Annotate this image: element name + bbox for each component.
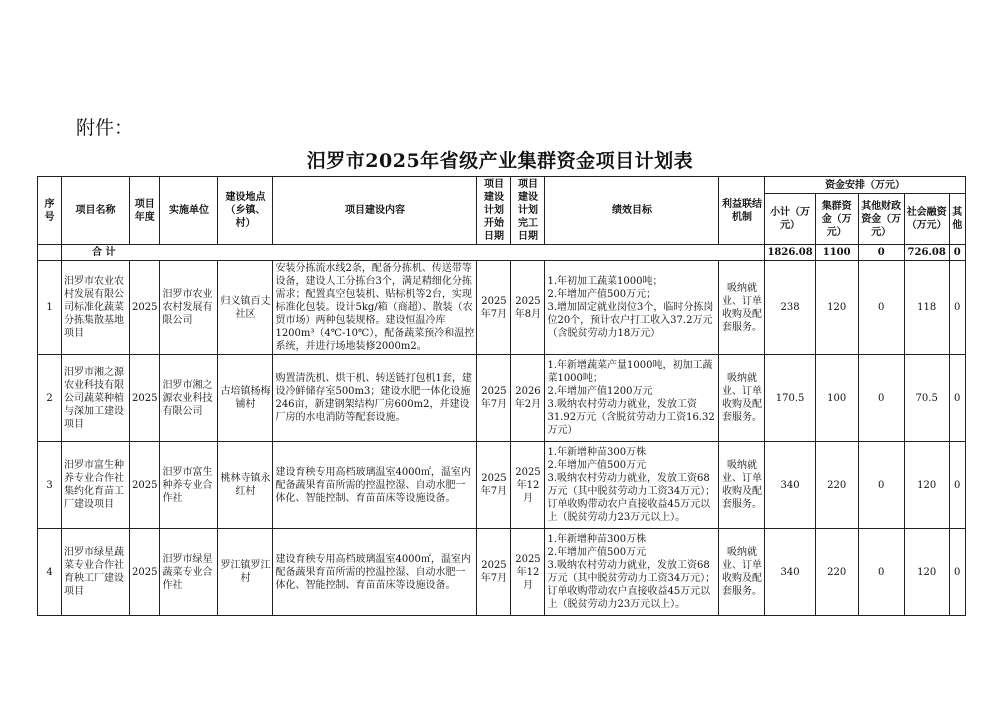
row-benefit: 吸纳就业、订单收购及配套服务。 (719, 261, 765, 355)
header-seq: 序号 (38, 177, 62, 245)
row-subtotal: 238 (765, 261, 815, 355)
header-end: 项目建设计划完工日期 (511, 177, 545, 245)
header-subtotal: 小计（万元） (765, 194, 815, 245)
header-location: 建设地点（乡镇、村） (218, 177, 273, 245)
table-row (38, 442, 966, 529)
row-start: 2025年7月 (477, 355, 511, 442)
row-subtotal: 340 (765, 529, 815, 616)
table-row (38, 261, 966, 355)
attachment-label: 附件： (76, 117, 134, 139)
row-content: 建设育秧专用高档玻璃温室4000㎡，温室内配备蔬果育苗所需的控温控湿、自动水肥一体化、智能控制、育苗苗床等设施设备。 (273, 442, 477, 529)
table-row (38, 355, 966, 442)
row-name: 汨罗市湘之源农业科技有限公司蔬菜种植与深加工建设项目 (62, 355, 130, 442)
header-goal: 绩效目标 (545, 177, 719, 245)
header-social: 社会融资（万元） (904, 194, 949, 245)
row-social: 118 (904, 261, 949, 355)
row-other-fiscal: 0 (858, 529, 904, 616)
header-other: 其他 (949, 194, 965, 245)
header-name: 项目名称 (62, 177, 130, 245)
row-content: 建设育秧专用高档玻璃温室4000㎡，温室内配备蔬果育苗所需的控温控湿、自动水肥一体化、智能控制、育苗苗床等设施设备。 (273, 529, 477, 616)
row-location: 罗江镇罗江村 (218, 529, 273, 616)
row-goal: 1.年新增蔬菜产量1000吨，初加工蔬菜1000吨； 2.年增加产值1200万元 3.吸纳农村劳动力就业，发放工资31.92万元（含脱贫劳动力工资16.32万元） (545, 355, 719, 442)
row-unit: 汨罗市湘之源农业科技有限公司 (160, 355, 218, 442)
header-start: 项目建设计划开始日期 (477, 177, 511, 245)
row-benefit: 吸纳就业、订单收购及配套服务。 (719, 355, 765, 442)
header-unit: 实施单位 (160, 177, 218, 245)
total-other: 0 (949, 245, 965, 261)
header-cluster: 集群资金（万元） (815, 194, 858, 245)
row-year: 2025 (130, 261, 160, 355)
row-seq: 1 (38, 261, 62, 355)
row-social: 120 (904, 529, 949, 616)
header-content: 项目建设内容 (273, 177, 477, 245)
row-location: 古培镇杨梅铺村 (218, 355, 273, 442)
row-social: 120 (904, 442, 949, 529)
row-other-fiscal: 0 (858, 355, 904, 442)
header-other-fiscal: 其他财政资金（万元） (858, 194, 904, 245)
row-year: 2025 (130, 355, 160, 442)
row-benefit: 吸纳就业、订单收购及配套服务。 (719, 529, 765, 616)
row-start: 2025年7月 (477, 529, 511, 616)
total-social: 726.08 (904, 245, 949, 261)
row-other: 0 (949, 529, 965, 616)
row-seq: 4 (38, 529, 62, 616)
row-location: 归义镇百丈社区 (218, 261, 273, 355)
row-other: 0 (949, 442, 965, 529)
table-row (38, 529, 966, 616)
row-end: 2025年12月 (511, 529, 545, 616)
row-seq: 2 (38, 355, 62, 442)
row-cluster: 220 (815, 442, 858, 529)
row-content: 安装分拣流水线2条，配备分拣机、传送带等设备，建设人工分拣台3个，满足精细化分拣需求；配置真空包装机、贴标机等2台，实现标准化包装。设计5kg/箱（商超）、散装（农贸市场）两种包装规格。建设恒温冷库1200m³（4℃-10℃），配备蔬菜预冷和温控系统，并进行场地装修2000m2。 (273, 261, 477, 355)
row-name: 汨罗市绿星蔬菜专业合作社育秧工厂建设项目 (62, 529, 130, 616)
row-goal: 1.年新增种苗300万株 2.年增加产值500万元 3.吸纳农村劳动力就业，发放工资68万元（其中脱贫劳动力工资34万元）；订单收购带动农户直接收益45万元以上（脱贫劳动力23万元以上）。 (545, 442, 719, 529)
row-unit: 汨罗市富生种养专业合作社 (160, 442, 218, 529)
row-goal: 1.年初加工蔬菜1000吨； 2.年增加产值500万元； 3.增加固定就业岗位3个，临时分拣岗位20个，预计农户打工收入37.2万元（含脱贫劳动力18万元） (545, 261, 719, 355)
document-title: 汨罗市2025年省级产业集群资金项目计划表 (306, 150, 694, 172)
row-goal: 1.年新增种苗300万株 2.年增加产值500万元 3.吸纳农村劳动力就业，发放工资68万元（其中脱贫劳动力工资34万元）；订单收购带动农户直接收益45万元以上（脱贫劳动力23万元以上）。 (545, 529, 719, 616)
header-year: 项目年度 (130, 177, 160, 245)
row-end: 2025年12月 (511, 442, 545, 529)
row-social: 70.5 (904, 355, 949, 442)
row-seq: 3 (38, 442, 62, 529)
row-unit: 汨罗市农业农村发展有限公司 (160, 261, 218, 355)
row-start: 2025年7月 (477, 261, 511, 355)
row-other-fiscal: 0 (858, 261, 904, 355)
row-cluster: 120 (815, 261, 858, 355)
total-subtotal: 1826.08 (765, 245, 815, 261)
header-benefit: 利益联结机制 (719, 177, 765, 245)
row-cluster: 100 (815, 355, 858, 442)
row-other-fiscal: 0 (858, 442, 904, 529)
row-other: 0 (949, 261, 965, 355)
row-year: 2025 (130, 442, 160, 529)
row-benefit: 吸纳就业、订单收购及配套服务。 (719, 442, 765, 529)
row-location: 桃林寺镇永红村 (218, 442, 273, 529)
row-end: 2026年2月 (511, 355, 545, 442)
row-subtotal: 340 (765, 442, 815, 529)
project-plan-table (37, 176, 966, 616)
row-subtotal: 170.5 (765, 355, 815, 442)
row-end: 2025年8月 (511, 261, 545, 355)
row-year: 2025 (130, 529, 160, 616)
row-cluster: 220 (815, 529, 858, 616)
row-name: 汨罗市富生种养专业合作社集约化育苗工厂建设项目 (62, 442, 130, 529)
total-cluster: 1100 (815, 245, 858, 261)
total-label: 合 计 (62, 245, 765, 261)
row-content: 购置清洗机、烘干机、转送链打包机1套，建设冷鲜储存室500m3；建设水肥一体化设施246亩，新建钢架结构厂房600m2，并建设厂房的水电消防等配套设施。 (273, 355, 477, 442)
row-unit: 汨罗市绿星蔬菜专业合作社 (160, 529, 218, 616)
total-row (38, 245, 966, 261)
total-other-fiscal: 0 (858, 245, 904, 261)
row-other: 0 (949, 355, 965, 442)
header-funds: 资金安排（万元） (765, 177, 965, 194)
row-start: 2025年7月 (477, 442, 511, 529)
row-name: 汨罗市农业农村发展有限公司标准化蔬菜分拣集散基地项目 (62, 261, 130, 355)
